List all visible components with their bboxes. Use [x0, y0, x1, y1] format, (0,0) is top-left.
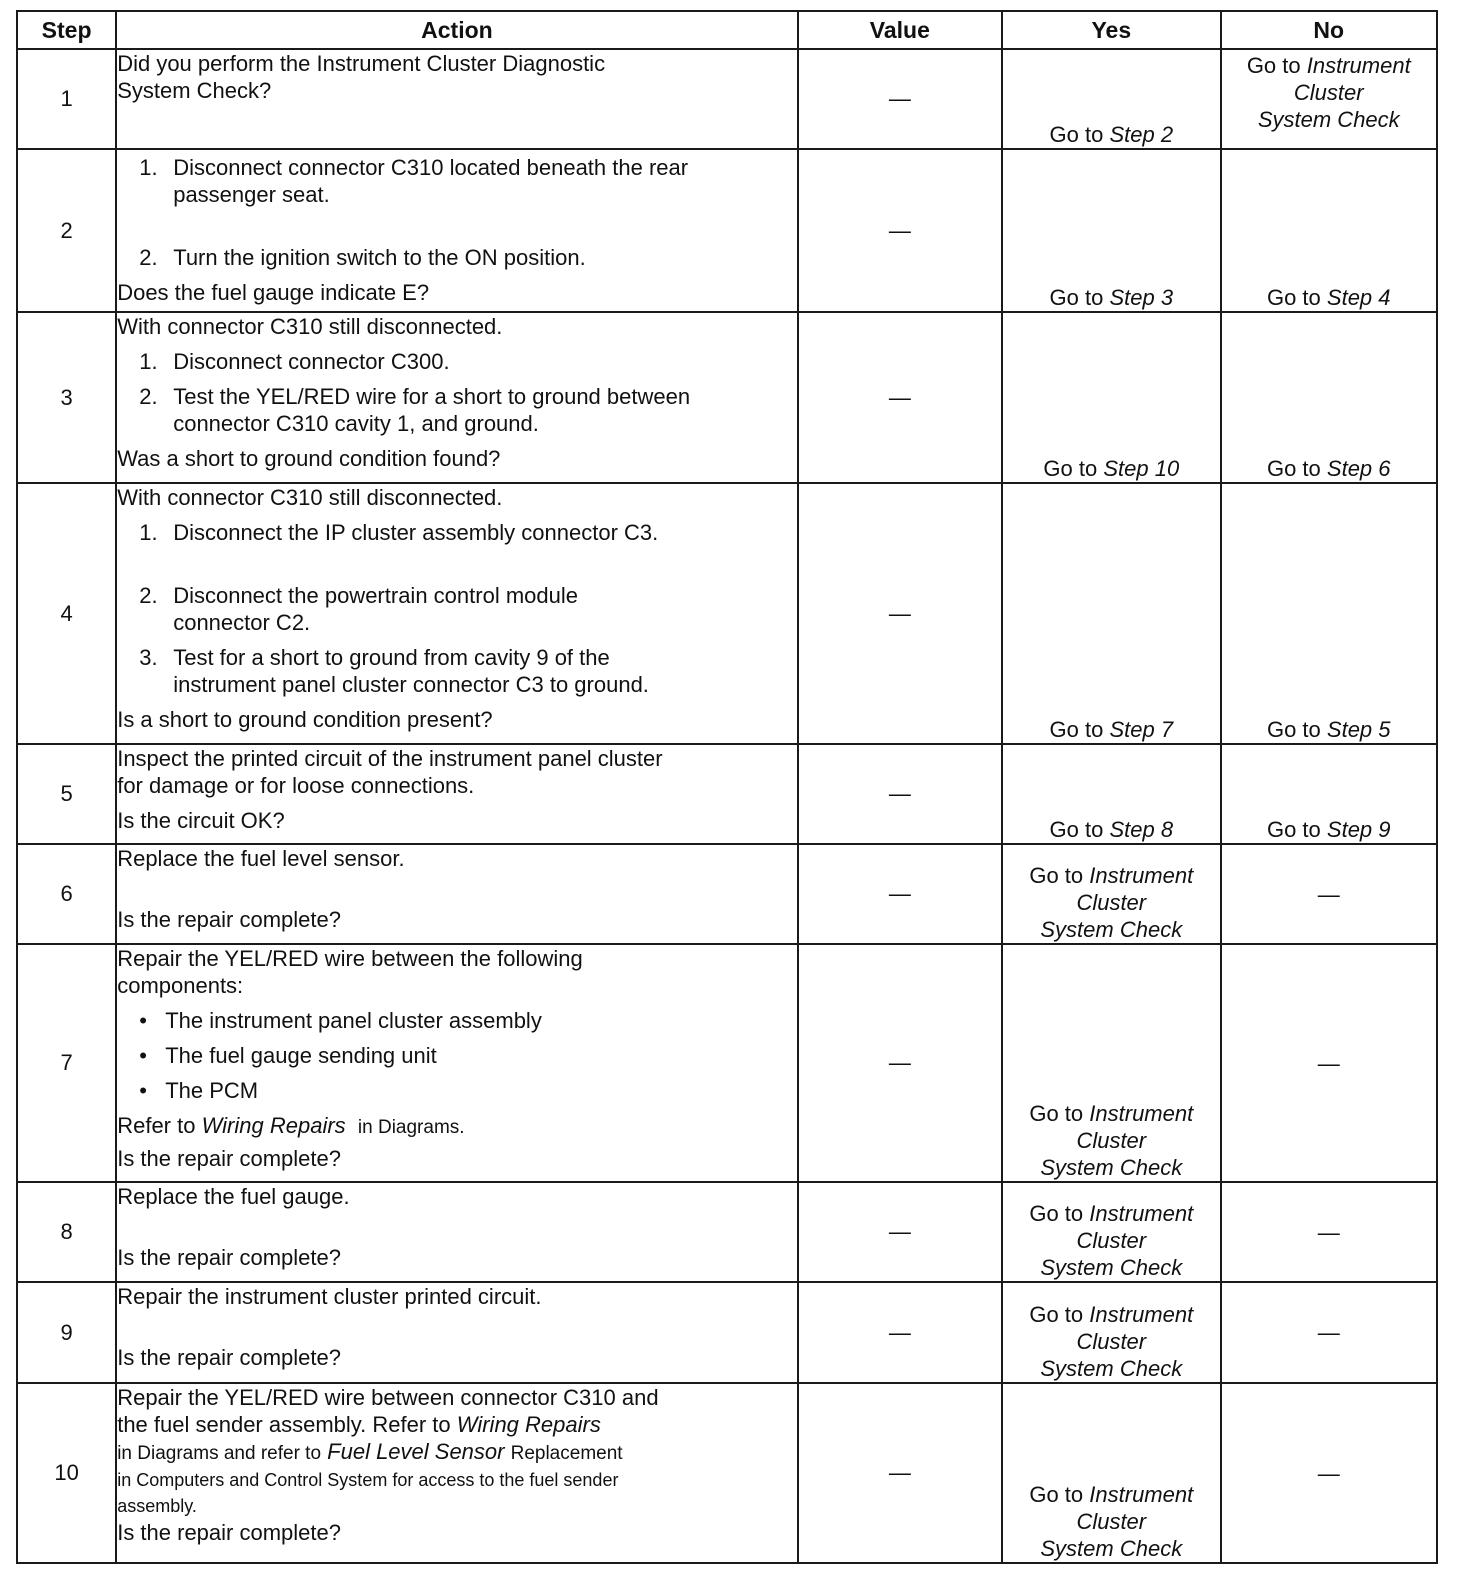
value-cell: —: [798, 483, 1002, 744]
step-number: 2: [17, 149, 116, 312]
bullet-icon: •: [139, 1043, 147, 1068]
cluster-link[interactable]: Cluster: [1076, 1329, 1147, 1354]
question-text: Is the repair complete?: [117, 907, 341, 932]
action-text: System Check?: [117, 78, 272, 103]
table-row-step-7: [17, 944, 1437, 1182]
table-row-step-8: [17, 1182, 1437, 1282]
value-cell: —: [798, 844, 1002, 944]
no-cell: Go to Step 4: [1221, 149, 1437, 312]
step-link[interactable]: Step 10: [1103, 456, 1180, 481]
go-to-text: Go to: [1246, 53, 1301, 78]
value-cell: —: [798, 944, 1002, 1182]
system-check-link[interactable]: System Check: [1040, 1536, 1183, 1561]
action-cell: [116, 312, 797, 483]
step-link[interactable]: Step 8: [1109, 817, 1174, 842]
action-text: Inspect the printed circuit of the instrument panel cluster: [117, 746, 663, 771]
question-text: Is the repair complete?: [117, 1345, 341, 1370]
question-text: Is a short to ground condition present?: [117, 707, 493, 732]
diagnostic-table: [16, 10, 1438, 1564]
table-row-step-5: [17, 744, 1437, 844]
bullet-text: The fuel gauge sending unit: [165, 1043, 437, 1068]
instrument-link[interactable]: Instrument: [1089, 863, 1194, 888]
value-cell: —: [798, 312, 1002, 483]
step-link[interactable]: Step 6: [1326, 456, 1391, 481]
action-text: for damage or for loose connections.: [117, 773, 475, 798]
step-link[interactable]: Step 9: [1326, 817, 1391, 842]
table-row-step-10: [17, 1383, 1437, 1563]
table-row-step-6: [17, 844, 1437, 944]
action-text: Disconnect connector C300.: [173, 349, 450, 374]
question-text: Was a short to ground condition found?: [117, 446, 501, 471]
cluster-link[interactable]: Cluster: [1076, 1509, 1147, 1534]
action-text: Repair the instrument cluster printed circuit.: [117, 1284, 542, 1309]
action-text: Turn the ignition switch to the ON position.: [173, 245, 586, 270]
no-cell: —: [1221, 1182, 1437, 1282]
no-cell: Go to Step 6: [1221, 312, 1437, 483]
cluster-link[interactable]: Cluster: [1293, 80, 1364, 105]
step-number: 6: [17, 844, 116, 944]
step-link[interactable]: Step 2: [1109, 122, 1174, 147]
item-number: 2.: [139, 583, 158, 608]
value-cell: —: [798, 744, 1002, 844]
step-link[interactable]: Step 7: [1109, 717, 1174, 742]
instrument-link[interactable]: Instrument: [1089, 1201, 1194, 1226]
step-link[interactable]: Step 3: [1109, 285, 1174, 310]
action-text: in Diagrams and refer to Fuel Level Sensor Replacement: [117, 1439, 623, 1464]
step-link[interactable]: Step 5: [1326, 717, 1391, 742]
value-cell: —: [798, 149, 1002, 312]
yes-cell: [1002, 49, 1220, 149]
intro-text: With connector C310 still disconnected.: [117, 485, 503, 510]
action-cell: [116, 844, 797, 944]
table-row-step-4: [17, 483, 1437, 744]
action-text: Replace the fuel level sensor.: [117, 846, 405, 871]
action-text: in Computers and Control System for access to the fuel sender: [117, 1470, 619, 1490]
value-cell: —: [798, 49, 1002, 149]
action-text: components:: [117, 973, 244, 998]
item-number: 2.: [139, 245, 158, 270]
no-cell: [1221, 49, 1437, 149]
bullet-text: The PCM: [165, 1078, 259, 1103]
step-number: 7: [17, 944, 116, 1182]
item-number: 1.: [139, 155, 158, 180]
action-text: Repair the YEL/RED wire between the following: [117, 946, 583, 971]
system-check-link[interactable]: System Check: [1040, 917, 1183, 942]
action-text: Replace the fuel gauge.: [117, 1184, 350, 1209]
value-cell: —: [798, 1282, 1002, 1383]
header-yes: Yes: [1002, 11, 1220, 49]
action-text: the fuel sender assembly. Refer to Wiring Repairs: [117, 1412, 601, 1437]
step-number: 4: [17, 483, 116, 744]
instrument-link[interactable]: Instrument: [1089, 1482, 1194, 1507]
yes-cell: Go to Instrument Cluster System Check: [1002, 1282, 1220, 1383]
instrument-link[interactable]: Instrument: [1306, 53, 1411, 78]
no-cell: Go to Step 5: [1221, 483, 1437, 744]
fuel-level-sensor-link[interactable]: Fuel Level Sensor: [327, 1439, 505, 1464]
header-row: [17, 11, 1437, 49]
system-check-link[interactable]: System Check: [1040, 1356, 1183, 1381]
action-text: Disconnect connector C310 located beneath the rear: [173, 155, 689, 180]
yes-cell: Go to Step 10: [1002, 312, 1220, 483]
system-check-link[interactable]: System Check: [1040, 1255, 1183, 1280]
cluster-link[interactable]: Cluster: [1076, 1128, 1147, 1153]
wiring-repairs-link[interactable]: Wiring Repairs: [201, 1113, 346, 1138]
action-text: Disconnect the powertrain control module: [173, 583, 578, 608]
bullet-icon: •: [139, 1078, 147, 1103]
no-cell: Go to Step 9: [1221, 744, 1437, 844]
no-cell: —: [1221, 1383, 1437, 1563]
table-row-step-1: [17, 49, 1437, 149]
value-cell: —: [798, 1182, 1002, 1282]
cluster-link[interactable]: Cluster: [1076, 1228, 1147, 1253]
table-row-step-2: [17, 149, 1437, 312]
step-number: 3: [17, 312, 116, 483]
action-cell: [116, 483, 797, 744]
value-cell: —: [798, 1383, 1002, 1563]
question-text: Does the fuel gauge indicate E?: [117, 280, 430, 305]
instrument-link[interactable]: Instrument: [1089, 1101, 1194, 1126]
yes-cell: Go to Step 8: [1002, 744, 1220, 844]
step-number: 8: [17, 1182, 116, 1282]
question-text: Is the circuit OK?: [117, 808, 285, 833]
no-cell: —: [1221, 944, 1437, 1182]
action-cell: [116, 1182, 797, 1282]
item-number: 3.: [139, 645, 158, 670]
item-number: 1.: [139, 520, 158, 545]
action-cell: [116, 944, 797, 1182]
no-cell: —: [1221, 1282, 1437, 1383]
action-text: connector C310 cavity 1, and ground.: [173, 411, 539, 436]
header-action: Action: [116, 11, 797, 49]
yes-cell: Go to Instrument Cluster System Check: [1002, 1383, 1220, 1563]
action-text: Disconnect the IP cluster assembly connector C3.: [173, 520, 659, 545]
action-text: assembly.: [117, 1496, 197, 1516]
intro-text: With connector C310 still disconnected.: [117, 314, 503, 339]
system-check-link[interactable]: System Check: [1040, 1155, 1183, 1180]
action-cell: [116, 149, 797, 312]
step-number: 5: [17, 744, 116, 844]
wiring-repairs-link[interactable]: Wiring Repairs: [456, 1412, 601, 1437]
question-text: Is the repair complete?: [117, 1146, 341, 1171]
action-text: Did you perform the Instrument Cluster Diagnostic: [117, 51, 606, 76]
yes-cell: Go to Instrument Cluster System Check: [1002, 844, 1220, 944]
action-cell: [116, 1383, 797, 1563]
yes-cell: Go to Step 7: [1002, 483, 1220, 744]
step-link[interactable]: Step 4: [1326, 285, 1391, 310]
item-number: 1.: [139, 349, 158, 374]
action-text: connector C2.: [173, 610, 311, 635]
table-row-step-9: [17, 1282, 1437, 1383]
refer-text: Refer to Wiring Repairs in Diagrams.: [117, 1113, 465, 1138]
no-cell: —: [1221, 844, 1437, 944]
header-value: Value: [798, 11, 1002, 49]
action-text: passenger seat.: [173, 182, 330, 207]
yes-cell: Go to Instrument Cluster System Check: [1002, 1182, 1220, 1282]
cluster-link[interactable]: Cluster: [1076, 890, 1147, 915]
system-check-link[interactable]: System Check: [1257, 107, 1400, 132]
instrument-link[interactable]: Instrument: [1089, 1302, 1194, 1327]
action-cell: [116, 49, 797, 149]
go-to-text: Go to: [1049, 122, 1104, 147]
action-text: Test for a short to ground from cavity 9 of the: [173, 645, 610, 670]
question-text: Is the repair complete?: [117, 1520, 341, 1545]
action-text: instrument panel cluster connector C3 to ground.: [173, 672, 649, 697]
step-number: 10: [17, 1383, 116, 1563]
header-no: No: [1221, 11, 1437, 49]
table-row-step-3: [17, 312, 1437, 483]
step-number: 1: [17, 49, 116, 149]
question-text: Is the repair complete?: [117, 1245, 341, 1270]
action-text: Test the YEL/RED wire for a short to ground between: [173, 384, 691, 409]
action-cell: [116, 1282, 797, 1383]
action-text: Repair the YEL/RED wire between connector C310 and: [117, 1385, 659, 1410]
item-number: 2.: [139, 384, 158, 409]
header-step: Step: [17, 11, 116, 49]
bullet-text: The instrument panel cluster assembly: [165, 1008, 542, 1033]
bullet-icon: •: [139, 1008, 147, 1033]
yes-cell: Go to Step 3: [1002, 149, 1220, 312]
yes-cell: Go to Instrument Cluster System Check: [1002, 944, 1220, 1182]
action-cell: [116, 744, 797, 844]
step-number: 9: [17, 1282, 116, 1383]
